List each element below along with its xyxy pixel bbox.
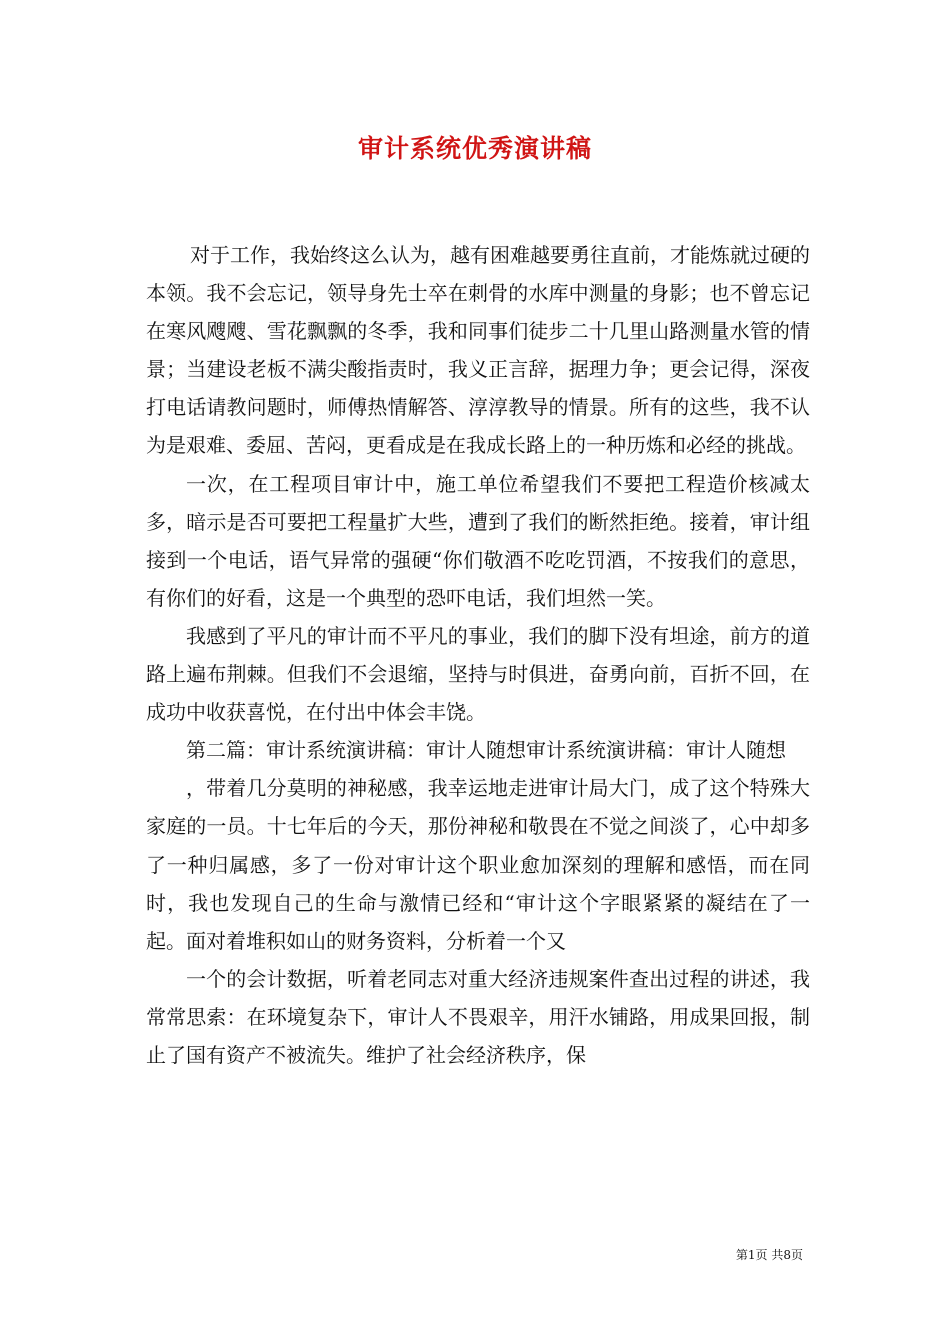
section-heading: 第二篇：审计系统演讲稿：审计人随想审计系统演讲稿：审计人随想 <box>186 738 786 763</box>
paragraph: 一次，在工程项目审计中，施工单位希望我们不要把工程造价核减太多，暗示是否可要把工程量扩大些，遭到了我们的断然拒绝。接着，审计组接到一个电话，语气异常的强硬“你们敬酒不吃吃罚酒，不按我们的意思，有你们的好看，这是一个典型的恐吓电话，我们坦然一笑。 <box>146 471 810 610</box>
document-body <box>146 236 810 1074</box>
document-title: 审计系统优秀演讲稿 <box>357 134 592 163</box>
page-footer <box>736 1247 803 1263</box>
paragraph: 对于工作，我始终这么认为，越有困难越要勇往直前，才能炼就过硬的本领。我不会忘记，领导身先士卒在刺骨的水库中测量的身影；也不曾忘记在寒风飕飕、雪花飘飘的冬季，我和同事们徒步二十几里山路测量水管的情景；当建设老板不满尖酸指责时，我义正言辞，据理力争；更会记得，深夜打电话请教问题时，师傅热情解答、淳淳教导的情景。所有的这些，我不认为是艰难、委屈、苦闷，更看成是在我成长路上的一种历炼和必经的挑战。 <box>146 243 810 458</box>
paragraph: 一个的会计数据，听着老同志对重大经济违规案件查出过程的讲述，我常常思索：在环境复杂下，审计人不畏艰辛，用汗水铺路，用成果回报，制止了国有资产不被流失。维护了社会经济秩序，保 <box>146 966 810 1067</box>
paragraph: ，带着几分莫明的神秘感，我幸运地走进审计局大门，成了这个特殊大家庭的一员。十七年后的今天，那份神秘和敬畏在不觉之间淡了，心中却多了一种归属感，多了一份对审计这个职业愈加深刻的理解和感悟，而在同时，我也发现自己的生命与激情已经和“审计这个字眼紧紧的凝结在了一起。面对着堆积如山的财务资料，分析着一个又 <box>146 776 810 953</box>
page-label-middle: 页 共 <box>755 1248 784 1262</box>
current-page-number: 1 <box>747 1248 756 1262</box>
page-label-prefix: 第 <box>735 1248 748 1262</box>
paragraph: 我感到了平凡的审计而不平凡的事业，我们的脚下没有坦途，前方的道路上遍布荆棘。但我们不会退缩，坚持与时俱进，奋勇向前，百折不回，在成功中收获喜悦，在付出中体会丰饶。 <box>146 623 810 725</box>
page-label-suffix: 页 <box>790 1248 803 1262</box>
total-pages-number: 8 <box>783 1248 791 1262</box>
